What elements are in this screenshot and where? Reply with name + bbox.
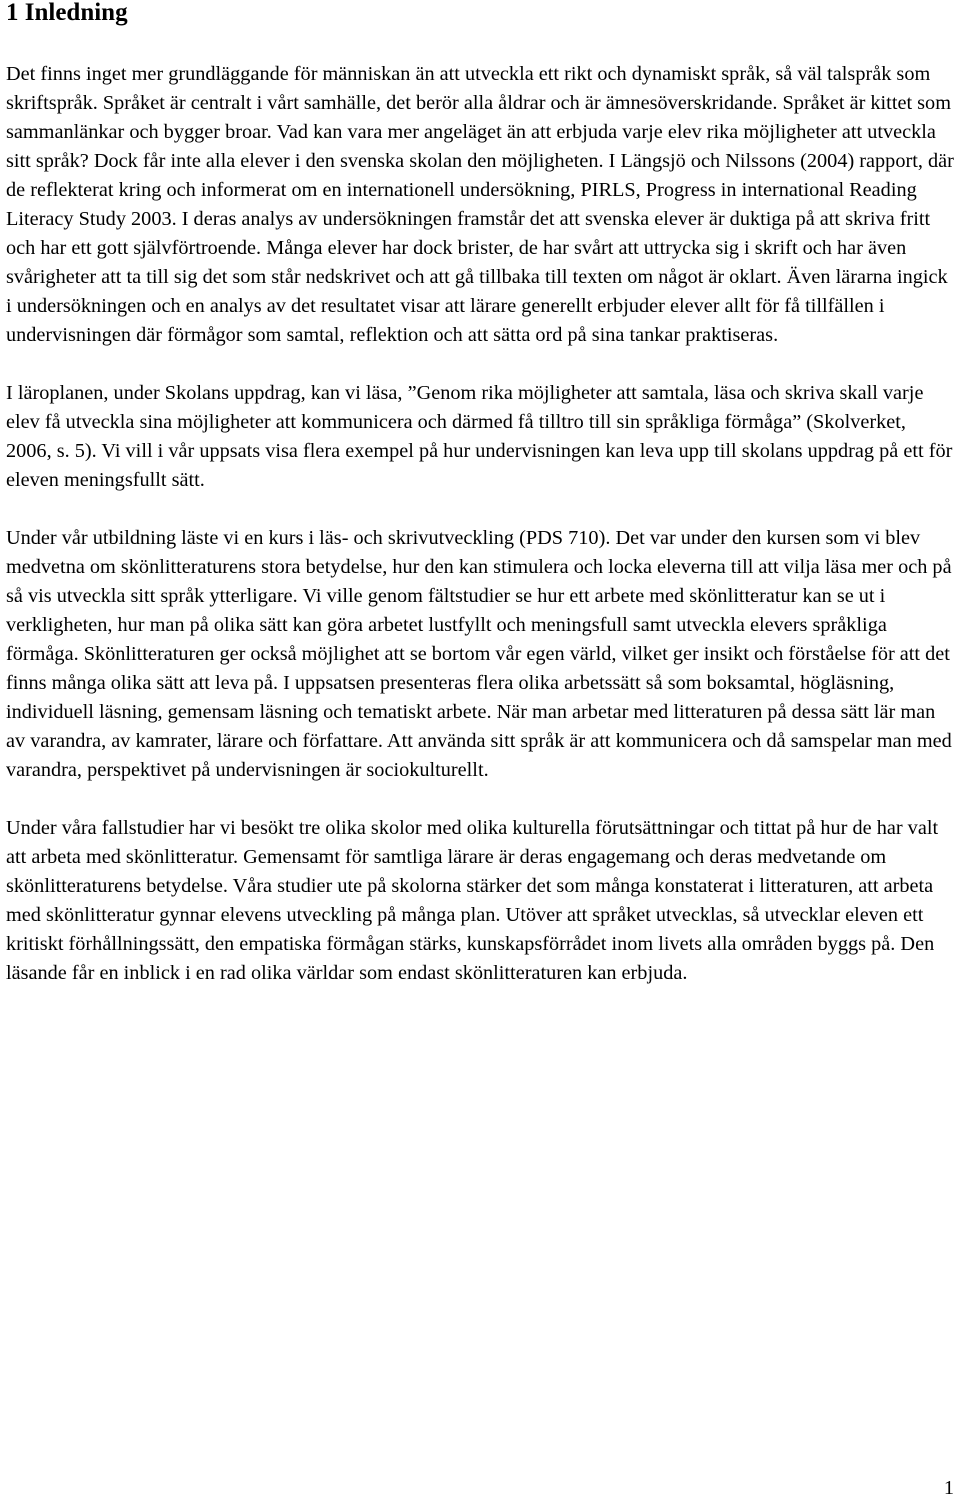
paragraph-case-studies: Under våra fallstudier har vi besökt tre olika skolor med olika kulturella förutsättningar och tittat på hur de har valt att arbeta med skönlitteratur. Gemensamt för samtliga lärare är deras engagemang och deras medvetande om skönlitteraturens betydelse. Våra studier ute på skolorna stärker det som många konstaterat i litteraturen, att arbeta med skönlitteratur gynnar elevens utveckling på många plan. Utöver att språket utvecklas, så utvecklar eleven ett kritiskt förhållningssätt, den empatiska förmågan stärks, kunskapsförrådet inom livets alla områden byggs på. Den läsande får en inblick i en rad olika världar som endast skönlitteraturen kan erbjuda. (6, 817, 939, 984)
paragraph-curriculum-quote: I läroplanen, under Skolans uppdrag, kan vi läsa, ”Genom rika möjligheter att samtala, läsa och skriva skall varje elev få utveckla sina möjligheter att kommunicera och därmed få tilltro till sin språkliga förmåga” (Skolverket, 2006, s. 5). Vi vill i vår uppsats visa flera exempel på hur undervisningen kan leva upp till skolans uppdrag på ett för eleven meningsfullt sätt. (6, 382, 953, 491)
section-heading: 1 Inledning (6, 0, 128, 26)
page-number: 1 (943, 1477, 954, 1499)
paragraph-introduction: Det finns inget mer grundläggande för människan än att utveckla ett rikt och dynamiskt språk, så väl talspråk som skriftspråk. Språket är centralt i vårt samhälle, det berör alla åldrar och är ämnesöverskridande. Språket är kittet som sammanlänkar och bygger broar. Vad kan vara mer angeläget än att erbjuda varje elev rika möjligheter att utveckla sitt språk? Dock får inte alla elever i den svenska skolan den möjligheten. I Längsjö och Nilssons (2004) rapport, där de reflekterat kring och informerat om en internationell undersökning, PIRLS, Progress in international Reading Literacy Study 2003. I deras analys av undersökningen framstår det att svenska elever är duktiga på att skriva fritt och har ett gott självförtroende. Många elever har dock brister, de har svårt att uttrycka sig i skrift och har även svårigheter att ta till sig det som står nedskrivet och att gå tillbaka till texten om något är oklart. Även lärarna ingick i undersökningen och en analys av det resultatet visar att lärare generellt erbjuder elever allt för få tillfällen i undervisningen där förmågor som samtal, reflektion och att sätta ord på sina tankar praktiseras. (6, 63, 954, 346)
paragraph-course-background: Under vår utbildning läste vi en kurs i läs- och skrivutveckling (PDS 710). Det var under den kursen som vi blev medvetna om skönlitteraturens stora betydelse, hur den kan stimulera och locka eleverna till att vilja läsa mer och på så vis utveckla sitt språk ytterligare. Vi ville genom fältstudier se hur ett arbete med skönlitteratur kan se ut i verkligheten, hur man på olika sätt kan göra arbetet lustfyllt och meningsfull samt utveckla elevers språkliga förmåga. Skönlitteraturen ger också möjlighet att se bortom vår egen värld, vilket ger insikt och förståelse för att det finns många olika sätt att leva på. I uppsatsen presenteras flera olika arbetssätt så som boksamtal, högläsning, individuell läsning, gemensam läsning och tematiskt arbete. När man arbetar med litteraturen på dessa sätt lär man av varandra, av kamrater, lärare och författare. Att använda sitt språk är att kommunicera och då samspelar man med varandra, perspektivet på undervisningen är sociokulturellt. (6, 527, 952, 781)
document-page (6, 0, 954, 988)
